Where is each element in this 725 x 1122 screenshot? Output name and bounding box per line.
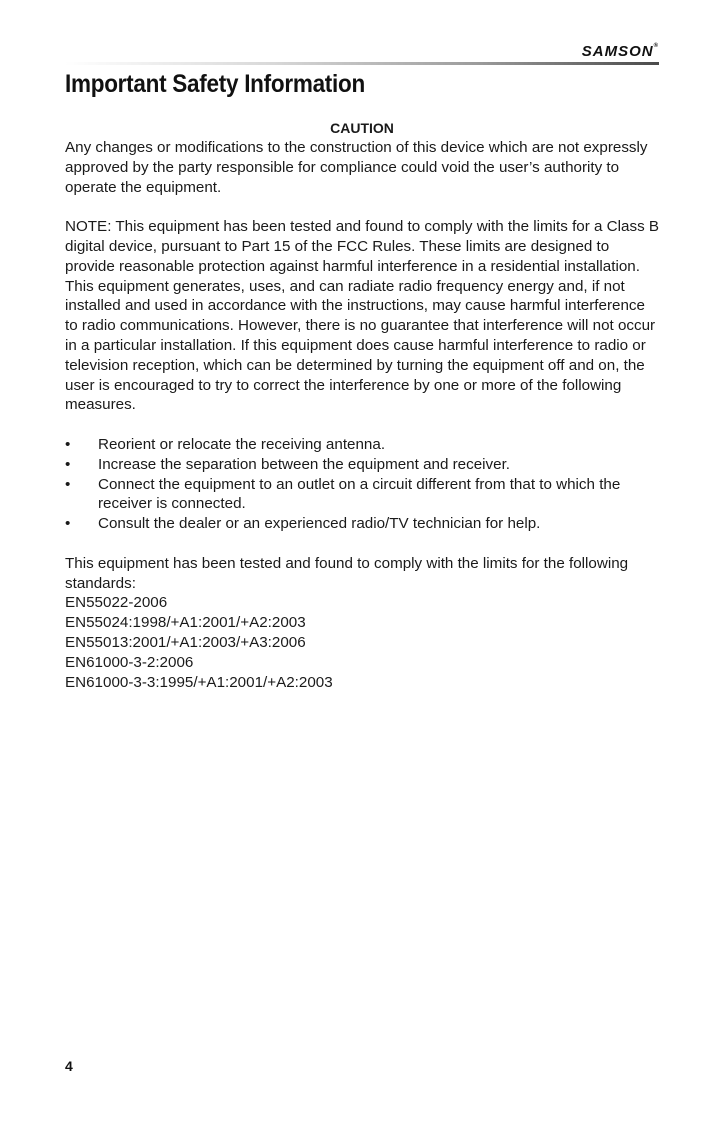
list-item bbox=[65, 435, 659, 455]
standards-intro: This equipment has been tested and found to comply with the limits for the following standards: bbox=[65, 554, 629, 592]
standard-item: EN55024:1998/+A1:2001/+A2:2003 bbox=[65, 614, 306, 632]
bullet-icon: • bbox=[65, 515, 71, 533]
list-item-text: Reorient or relocate the receiving antenna. bbox=[98, 435, 386, 453]
spacer bbox=[65, 534, 659, 554]
caution-paragraph: Any changes or modifications to the construction of this device which are not expressly approved by the party responsible for compliance could void the user’s authority to operate the equipment. bbox=[65, 139, 648, 196]
bullet-icon: • bbox=[65, 435, 71, 453]
spacer bbox=[65, 415, 659, 435]
safety-content bbox=[65, 118, 659, 692]
registered-mark: ® bbox=[653, 43, 659, 49]
header-rule bbox=[65, 62, 659, 65]
standard-item: EN55013:2001/+A1:2003/+A3:2006 bbox=[65, 633, 306, 651]
list-item-text: Consult the dealer or an experienced radio/TV technician for help. bbox=[98, 515, 541, 533]
page-title: Important Safety Information bbox=[65, 70, 365, 98]
measures-list bbox=[65, 435, 659, 534]
list-item bbox=[65, 514, 659, 534]
standard-item: EN61000-3-2:2006 bbox=[65, 653, 194, 671]
standards-list bbox=[65, 593, 659, 692]
standard-item: EN55022-2006 bbox=[65, 594, 168, 612]
note-paragraph: NOTE: This equipment has been tested and found to comply with the limits for a Class B digital device, pursuant to Part 15 of the FCC Rules. These limits are designed to provide reasonable protection against harmful interference in a residential installation. This equipment generates, uses, and can radiate radio frequency energy and, if not installed and used in accordance with the instructions, may cause harmful interference to radio communications. However, there is no guarantee that interference will not occur in a particular installation. If this equipment does cause harmful interference to radio or television reception, which can be determined by turning the equipment off and on, the user is encouraged to try to correct the interference by one or more of the following measures. bbox=[65, 218, 660, 414]
brand-name: SAMSON bbox=[581, 43, 654, 60]
standard-item: EN61000-3-3:1995/+A1:2001/+A2:2003 bbox=[65, 673, 333, 691]
list-item-text: Increase the separation between the equipment and receiver. bbox=[98, 455, 511, 473]
list-item bbox=[65, 455, 659, 475]
spacer bbox=[65, 197, 659, 217]
brand-logo bbox=[582, 43, 659, 60]
bullet-icon: • bbox=[65, 455, 71, 473]
list-item-text: Connect the equipment to an outlet on a circuit different from that to which the receiver is connected. bbox=[98, 475, 621, 513]
bullet-icon: • bbox=[65, 475, 71, 493]
caution-heading: CAUTION bbox=[330, 120, 394, 136]
list-item bbox=[65, 475, 659, 515]
page-number: 4 bbox=[65, 1058, 73, 1074]
